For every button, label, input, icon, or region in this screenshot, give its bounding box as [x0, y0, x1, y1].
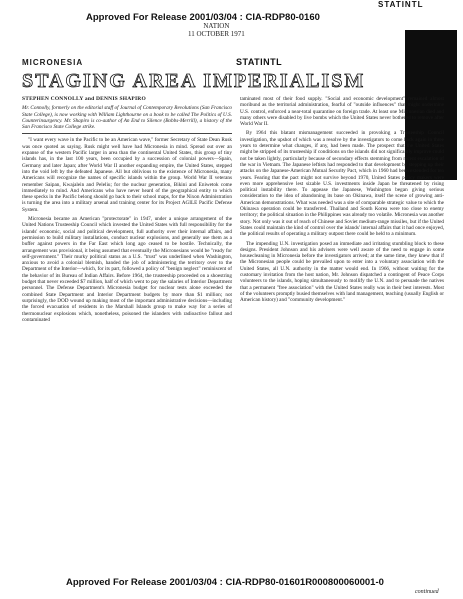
paragraph: The impending U.N. investigation posed an immediate and irritating stumbling block to these designs. President Johnson and his advisers were well aware of the need to engage in some housecleaning in Micronesia before the investigators arrived; at the same time, they knew that if the Micronesian people could be prevailed upon to enter into a voluntary association with the United States, all U.N. authority in the matter would end. In 1966, without waiting for the customary invitation from the host nation, Mr. Johnson dispatched a contingent of Peace Corps volunteers to the islands, hoping simultaneously to mollify the U.N. and to persuade the natives that a permanent "free association" with the United States really was in their best interests. Most of the volunteers promptly busied themselves with land management, teaching (usually English or American history) and "community development."	[240, 240, 444, 304]
statintl-marking-mid: STATINTL	[236, 57, 283, 67]
paragraph: By 1964 this blatant mismanagement succeeded in provoking a Trusteeship Council investigation, the upshot of which was a resolve by the investigators to come back again in three years to determine what changes, if any, had been made. The prospect that the United States might be stripped of its trusteeship if conditions on the islands did not significantly improve could not be taken lightly, particularly because of secondary effects stemming from recent escalation of the war in Vietnam. The Japanese leftists had responded to that development by stepping up their attacks on the Japanese-American Mutual Security Pact, which in 1960 had been extended for ten years. Fearing that the pact might not survive beyond 1970, United States policy makers were even more apprehensive lest sizable U.S. investments inside Japan be threatened by rising political instability there. To appease the Japanese, Washington began giving serious consideration to the idea of abandoning its base on Okinawa, itself the scene of growing anti-American demonstrations. What was needed was a site of comparable strategic value to which the Okinawa operation could be transferred. Thailand and South Korea were too close to enemy territory; the political situation in the Philippines was already too volatile. Micronesia was another story. Not only was it out of reach of Chinese and Soviet medium-range missiles, but if the United States could maintain the kind of control over the islands' internal affairs that it had once enjoyed, the political results of operating a military outpost there could be held to a minimum.	[240, 130, 444, 238]
author-bio: Mr. Connolly, formerly on the editorial staff of Journal of Contemporary Revolutions (San Francisco State College), is now working with William Lighthourne on a book to be called The Politics of U.S. Counterinsurgency. Mr. Shapiro is co-author of An End to Silence (Bobbs-Merrill), a history of the San Francisco State College strike.	[22, 105, 232, 131]
publication-date: 11 OCTOBER 1971	[188, 30, 245, 38]
paragraph: "I want every wave in the Pacific to be an American wave," former Secretary of State Dean Rusk was once quoted as saying. Rusk might well have had Micronesia in mind. Spread out over an expanse of the western Pacific larger in area than the continental United States, this group of tiny islands has, in the last 100 years, been occupied by a succession of colonial powers—Spain, Germany and later Japan; after World War II another expanding empire, the United States, stepped into the void left by the defeated Japanese. All but oblivious to the existence of Micronesia, many Americans will recognize the names of specific islands within the group. World War II veterans remember Saipan, Kwajalein and Peleliu; for the nuclear generation, Bikini and Eniwetok come immediately to mind. And Americans who have never heard of the geographical entity to which these specks in the Pacific belong should go back to their school maps, for the Nixon Administration is turning the area into a military arsenal and training center for its Project AGILE Pacific Defense System.	[22, 137, 232, 213]
article-title: STAGING AREA IMPERIALISM	[22, 70, 366, 92]
article-column-right	[240, 96, 444, 307]
release-stamp-top: Approved For Release 2001/03/04 : CIA-RDP80-0160	[86, 12, 320, 23]
section-label: MICRONESIA	[22, 58, 84, 67]
publication-info	[188, 22, 245, 38]
publication-name: NATION	[203, 22, 230, 30]
statintl-marking-corner: STATINTL	[378, 0, 424, 9]
release-stamp-bottom: Approved For Release 2001/03/04 : CIA-RDP80-01601R000800060001-0	[66, 577, 384, 588]
divider-rule	[22, 133, 232, 134]
byline: STEPHEN CONNOLLY and DENNIS SHAPIRO	[22, 96, 146, 102]
continued-label: continued	[415, 589, 439, 595]
article-column-left	[22, 96, 232, 326]
paragraph: Micronesia became an American "protectorate" in 1947, under a unique arrangement of the United Nations Trusteeship Council which invested the United States with full responsibility for the islands' economic, social and political development, full authority over their internal affairs, and permission to build military installations, conduct nuclear explosions, and generally use them as a buffer against powers in the Far East which long ago ceased to be hostile. Technically, the arrangement was provisional, it being assumed that eventually the Micronesians would be "ready for self-government." Their murky political status as a U.S. "trust" was underlined when Washington, anxious to avoid a colonial blemish, handed the job of administering the territory over to the Department of the Interior—which, for its part, followed a policy of "benign neglect" reminiscent of the behavior of its Bureau of Indian Affairs. Before 1964, the trusteeship proceeded on a shoestring budget that never exceeded $7 million, half of which went to pay the salaries of Interior Department personnel. The Defense Department's Micronesia budget for nuclear tests alone exceeded the combined State Department and Interior Department budgets by more than $1 million; not surprisingly, the DOD wound up making most of the important administrative decisions—including the forced evacuation of residents in the Marshall Islands group to make way for a series of thermonuclear explosions which, nonetheless, poisoned the islanders with radioactive fallout and contaminated	[22, 216, 232, 323]
paragraph: taminated most of their food supply. "Social and economic development" remained almost moribund as the territorial administration, fearful of "outside influences" that might undermine U.S. control, enforced a near-total quarantine on foreign trade. At least one Micronesian died and many others were disabled by live bombs which the United States never bothered to remove after World War II.	[240, 96, 444, 128]
